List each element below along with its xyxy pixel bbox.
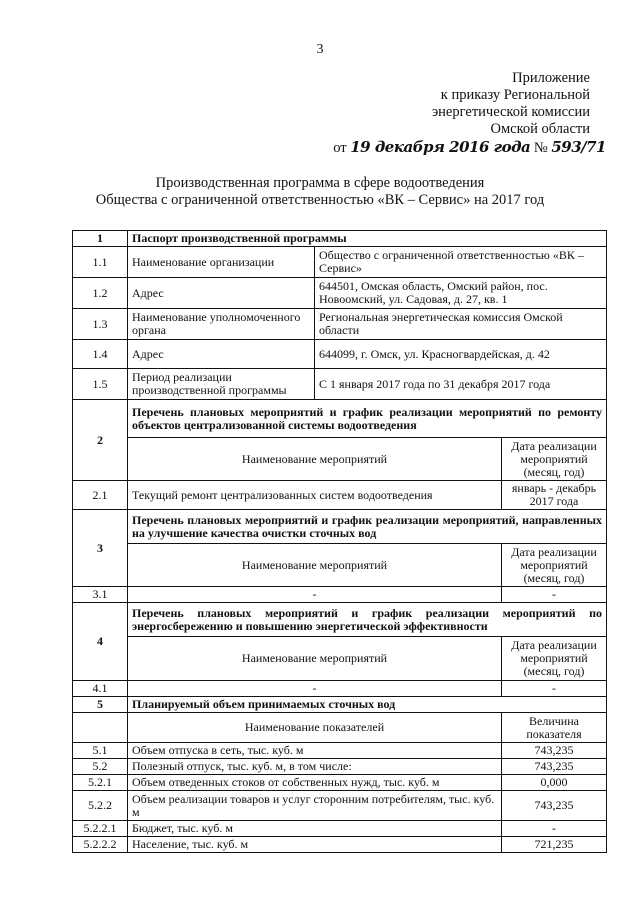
row-value: 644501, Омская область, Омский район, пос. Новоомский, ул. Садовая, д. 27, кв. 1 xyxy=(315,278,607,309)
row-number: 1.5 xyxy=(73,369,128,400)
table-row xyxy=(73,791,607,821)
document-title xyxy=(0,175,640,209)
section-4-header xyxy=(73,603,607,637)
row-number: 5.2.2.1 xyxy=(73,821,128,837)
row-name: Объем реализации товаров и услуг сторонним потребителям, тыс. куб. м xyxy=(128,791,502,821)
row-label: Наименование организации xyxy=(128,247,315,278)
table-header-row xyxy=(73,713,607,743)
row-date: - xyxy=(502,587,607,603)
section-number: 2 xyxy=(73,400,128,481)
order-number-prefix: № xyxy=(533,140,548,156)
section-heading: Перечень плановых мероприятий и график реализации мероприятий по энергосбережению и повышению энергетической эффективности xyxy=(128,603,607,637)
section-number: 4 xyxy=(73,603,128,681)
section-2-header xyxy=(73,400,607,438)
row-value: 721,235 xyxy=(502,837,607,853)
title-line-2: Общества с ограниченной ответственностью «ВК – Сервис» на 2017 год xyxy=(95,192,545,208)
order-number-handwritten: 593/71 xyxy=(551,138,606,156)
row-number: 5.2 xyxy=(73,759,128,775)
row-number: 2.1 xyxy=(73,481,128,510)
section-1-header xyxy=(73,231,607,247)
row-number: 1.4 xyxy=(73,340,128,369)
row-value: Региональная энергетическая комиссия Омской области xyxy=(315,309,607,340)
column-header-date: Дата реализации мероприятий (месяц, год) xyxy=(502,637,607,681)
table-row xyxy=(73,278,607,309)
row-number: 5.2.1 xyxy=(73,775,128,791)
row-value: 743,235 xyxy=(502,759,607,775)
appendix-line: энергетической комиссии xyxy=(431,104,590,120)
row-value: 644099, г. Омск, ул. Красногвардейская, д. 42 xyxy=(315,340,607,369)
row-number: 4.1 xyxy=(73,681,128,697)
appendix-header xyxy=(432,70,590,138)
table-row xyxy=(73,587,607,603)
table-header-row xyxy=(73,438,607,481)
appendix-line: Приложение xyxy=(512,70,590,86)
row-date: январь - декабрь 2017 года xyxy=(502,481,607,510)
row-date: - xyxy=(502,681,607,697)
table-header-row xyxy=(73,637,607,681)
order-line xyxy=(333,138,606,157)
row-number: 1.1 xyxy=(73,247,128,278)
column-header-name: Наименование мероприятий xyxy=(128,637,502,681)
empty-cell xyxy=(73,713,128,743)
row-name: - xyxy=(128,681,502,697)
table-row xyxy=(73,340,607,369)
table-row xyxy=(73,743,607,759)
order-prefix: от xyxy=(333,140,347,156)
table-row xyxy=(73,837,607,853)
appendix-line: Омской области xyxy=(490,121,590,137)
table-row xyxy=(73,247,607,278)
row-name: Объем отпуска в сеть, тыс. куб. м xyxy=(128,743,502,759)
title-line-1: Производственная программа в сфере водоотведения xyxy=(155,175,485,191)
table-row xyxy=(73,821,607,837)
row-value: 743,235 xyxy=(502,791,607,821)
row-value: С 1 января 2017 года по 31 декабря 2017 года xyxy=(315,369,607,400)
table-row xyxy=(73,681,607,697)
table-row xyxy=(73,309,607,340)
row-number: 1.3 xyxy=(73,309,128,340)
column-header-date: Дата реализации мероприятий (месяц, год) xyxy=(502,544,607,587)
column-header-name: Наименование показателей xyxy=(128,713,502,743)
section-heading: Планируемый объем принимаемых сточных вод xyxy=(128,697,607,713)
section-5-header xyxy=(73,697,607,713)
section-3-header xyxy=(73,510,607,544)
column-header-name: Наименование мероприятий xyxy=(128,544,502,587)
section-number: 3 xyxy=(73,510,128,587)
page-number: 3 xyxy=(316,42,324,57)
column-header-name: Наименование мероприятий xyxy=(128,438,502,481)
row-label: Период реализации производственной программы xyxy=(128,369,315,400)
row-name: Население, тыс. куб. м xyxy=(128,837,502,853)
column-header-date: Дата реализации мероприятий (месяц, год) xyxy=(502,438,607,481)
row-name: Бюджет, тыс. куб. м xyxy=(128,821,502,837)
section-number: 5 xyxy=(73,697,128,713)
row-value: Общество с ограниченной ответственностью «ВК – Сервис» xyxy=(315,247,607,278)
row-label: Адрес xyxy=(128,278,315,309)
table-row xyxy=(73,775,607,791)
row-label: Адрес xyxy=(128,340,315,369)
table-row xyxy=(73,369,607,400)
row-value: - xyxy=(502,821,607,837)
row-value: 0,000 xyxy=(502,775,607,791)
section-number: 1 xyxy=(73,231,128,247)
row-name: Полезный отпуск, тыс. куб. м, в том числе: xyxy=(128,759,502,775)
order-date-handwritten: 19 декабря 2016 года xyxy=(350,138,531,156)
row-number: 3.1 xyxy=(73,587,128,603)
row-name: - xyxy=(128,587,502,603)
row-number: 1.2 xyxy=(73,278,128,309)
row-name: Объем отведенных стоков от собственных нужд, тыс. куб. м xyxy=(128,775,502,791)
table-row xyxy=(73,759,607,775)
section-heading: Перечень плановых мероприятий и график реализации мероприятий по ремонту объектов централизованной системы водоотведения xyxy=(128,400,607,438)
row-name: Текущий ремонт централизованных систем водоотведения xyxy=(128,481,502,510)
row-number: 5.2.2 xyxy=(73,791,128,821)
table-row xyxy=(73,481,607,510)
row-value: 743,235 xyxy=(502,743,607,759)
production-program-table xyxy=(72,230,607,853)
appendix-line: к приказу Региональной xyxy=(440,87,590,103)
row-number: 5.1 xyxy=(73,743,128,759)
section-heading: Паспорт производственной программы xyxy=(128,231,607,247)
section-heading: Перечень плановых мероприятий и график реализации мероприятий, направленных на улучшение качества очистки сточных вод xyxy=(128,510,607,544)
row-number: 5.2.2.2 xyxy=(73,837,128,853)
row-label: Наименование уполномоченного органа xyxy=(128,309,315,340)
column-header-value: Величина показателя xyxy=(502,713,607,743)
table-header-row xyxy=(73,544,607,587)
